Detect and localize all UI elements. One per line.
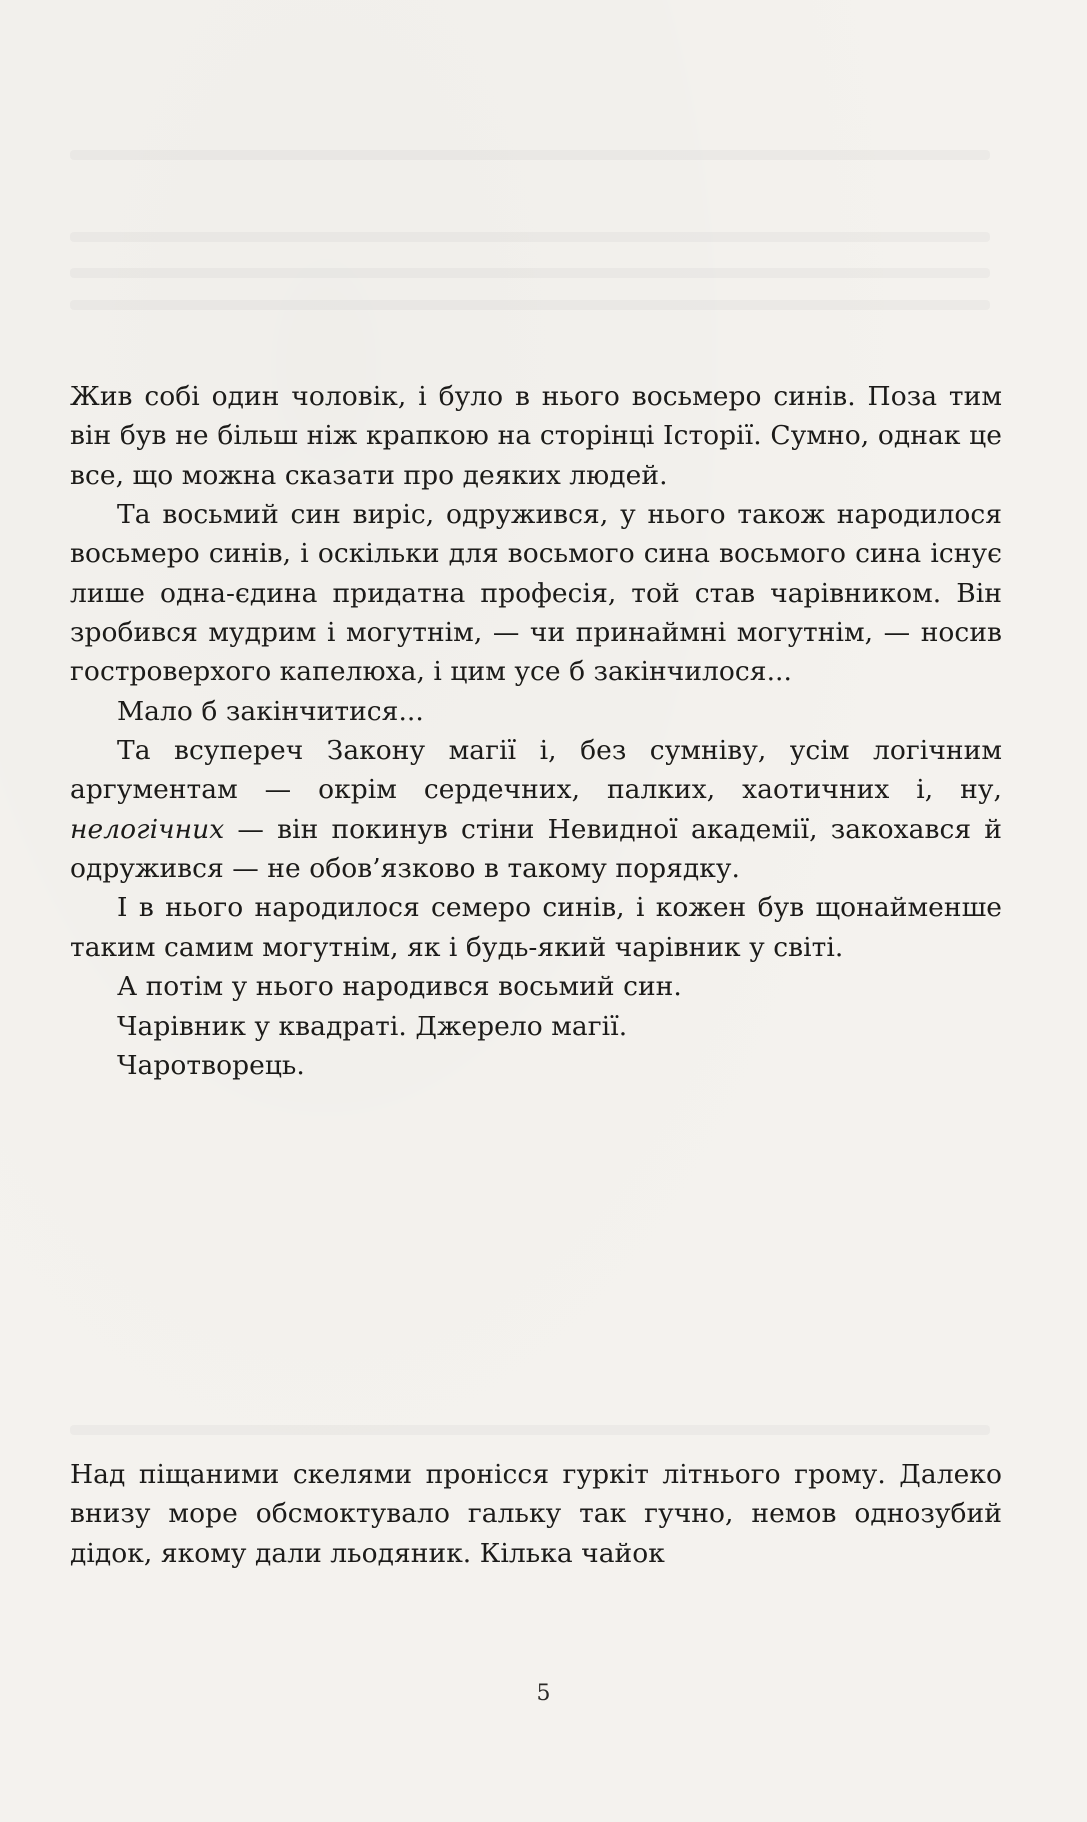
paragraph: Жив собі один чоловік, і було в нього восьмеро синів. Поза тим він був не більш ніж крапкою на сторінці Історії. Сумно, однак це все, що можна сказати про деяких людей. <box>70 381 1002 491</box>
paragraph: Чарівник у квадраті. Джерело магії. <box>117 1010 628 1042</box>
bleed-through <box>70 1425 990 1435</box>
emphasized-word: нелогічних <box>70 813 225 845</box>
paragraph <box>70 731 1002 888</box>
paragraph: А потім у нього народився восьмий син. <box>117 971 682 1003</box>
page-number: 5 <box>536 1681 551 1706</box>
bleed-through <box>70 232 990 242</box>
bleed-through <box>70 300 990 310</box>
intro-text <box>70 377 1002 1085</box>
paragraph: Та восьмий син виріс, одружився, у нього також народилося восьмеро синів, і оскільки для восьмого сина восьмого сина існує лише одна-єдина придатна професія, той став чарівником. Він зробився мудрим і могутнім, — чи принаймні могутнім, — носив гостроверхого капелюха, і цим усе б закінчилося... <box>70 499 1002 688</box>
paragraph-text: — він покинув стіни Невидної академії, закохався й одружився — не обов’язково в такому порядку. <box>70 813 1002 885</box>
paragraph: Мало б закінчитися... <box>117 695 424 727</box>
paragraph: І в нього народилося семеро синів, і кожен був щонайменше таким самим могутнім, як і будь-який чарівник у світі. <box>70 892 1002 963</box>
chapter-opening-text <box>70 1455 1002 1573</box>
bleed-through <box>70 268 990 278</box>
paragraph-text: Та всупереч Закону магії і, без сумніву, усім логічним аргументам — окрім сердечних, палких, хаотичних і, ну, <box>70 735 1002 806</box>
paragraph: Над піщаними скелями пронісся гуркіт літнього грому. Далеко внизу море обсмоктувало гальку так гучно, немов однозубий дідок, якому дали льодяник. Кілька чайок <box>70 1459 1002 1569</box>
paragraph: Чаротворець. <box>117 1049 305 1081</box>
bleed-through <box>70 150 990 160</box>
